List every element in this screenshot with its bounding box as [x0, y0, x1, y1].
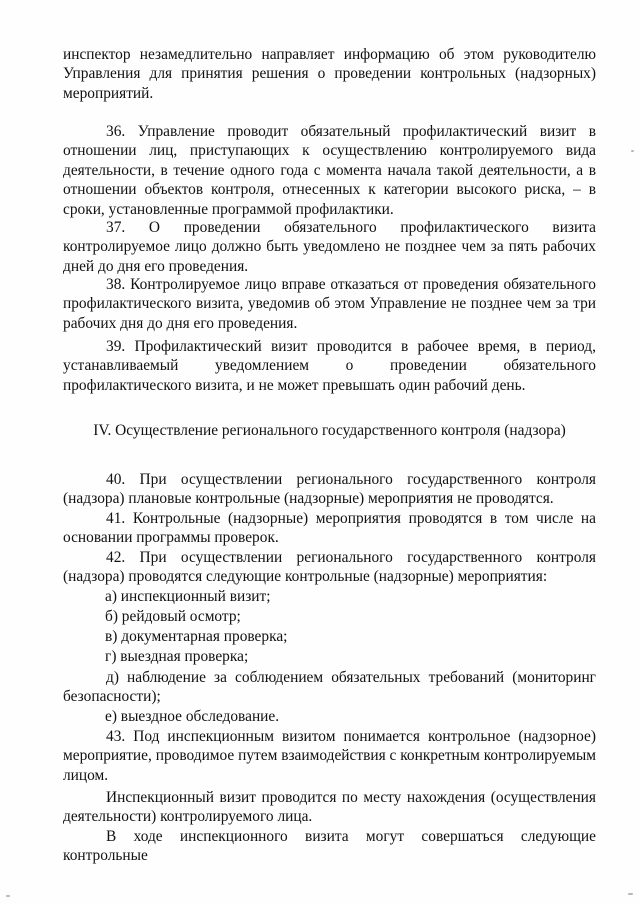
paragraph-41: 41. Контрольные (надзорные) мероприятия проводятся в том числе на основании программы проверок. — [63, 510, 596, 547]
list-item-a: а) инспекционный визит; — [105, 588, 271, 605]
paragraph-40: 40. При осуществлении регионального государственного контроля (надзора) плановые контрольные (надзорные) мероприятия не проводятся. — [63, 471, 596, 508]
list-item-e: е) выездное обследование. — [105, 708, 280, 725]
list-item-v: в) документарная проверка; — [105, 628, 288, 645]
list-item-g: г) выездная проверка; — [105, 648, 249, 665]
list-item-b: б) рейдовый осмотр; — [105, 608, 241, 625]
paragraph-44: Инспекционный визит проводится по месту нахождения (осуществления деятельности) контролируемого лица. — [63, 789, 596, 826]
paragraph-37: 37. О проведении обязательного профилактического визита контролируемое лицо должно быть уведомлено не позднее чем за пять рабочих дней до дня его проведения. — [63, 219, 596, 275]
paragraph-36: 36. Управление проводит обязательный профилактический визит в отношении лиц, приступающих к осуществлению контролируемого вида деятельности, в течение одного года с момента начала такой деятельности, а в отношении объектов контроля, отнесенных к категории высокого риска, – в сроки, установленные программой профилактики. — [63, 123, 596, 218]
section-heading: IV. Осуществление регионального государственного контроля (надзора) — [93, 422, 566, 439]
list-item-d: д) наблюдение за соблюдением обязательных требований (мониторинг безопасности); — [63, 669, 596, 706]
paragraph-42: 42. При осуществлении регионального государственного контроля (надзора) проводятся следующие контрольные (надзорные) мероприятия: — [63, 549, 596, 586]
paragraph-intro: инспектор незамедлительно направляет информацию об этом руководителю Управления для принятия решения о проведении контрольных (надзорных) мероприятий. — [63, 46, 596, 102]
paragraph-45: В ходе инспекционного визита могут совершаться следующие контрольные — [63, 828, 596, 865]
paragraph-43: 43. Под инспекционным визитом понимается контрольное (надзорное) мероприятие, проводимое путем взаимодействия с конкретным контролируемым лицом. — [63, 728, 596, 784]
paragraph-38: 38. Контролируемое лицо вправе отказаться от проведения обязательного профилактического визита, уведомив об этом Управление не позднее чем за три рабочих дня до дня его проведения. — [63, 276, 596, 332]
paragraph-39: 39. Профилактический визит проводится в рабочее время, в период, устанавливаемый уведомлением о проведении обязательного профилактического визита, и не может превышать один рабочий день. — [63, 338, 596, 394]
